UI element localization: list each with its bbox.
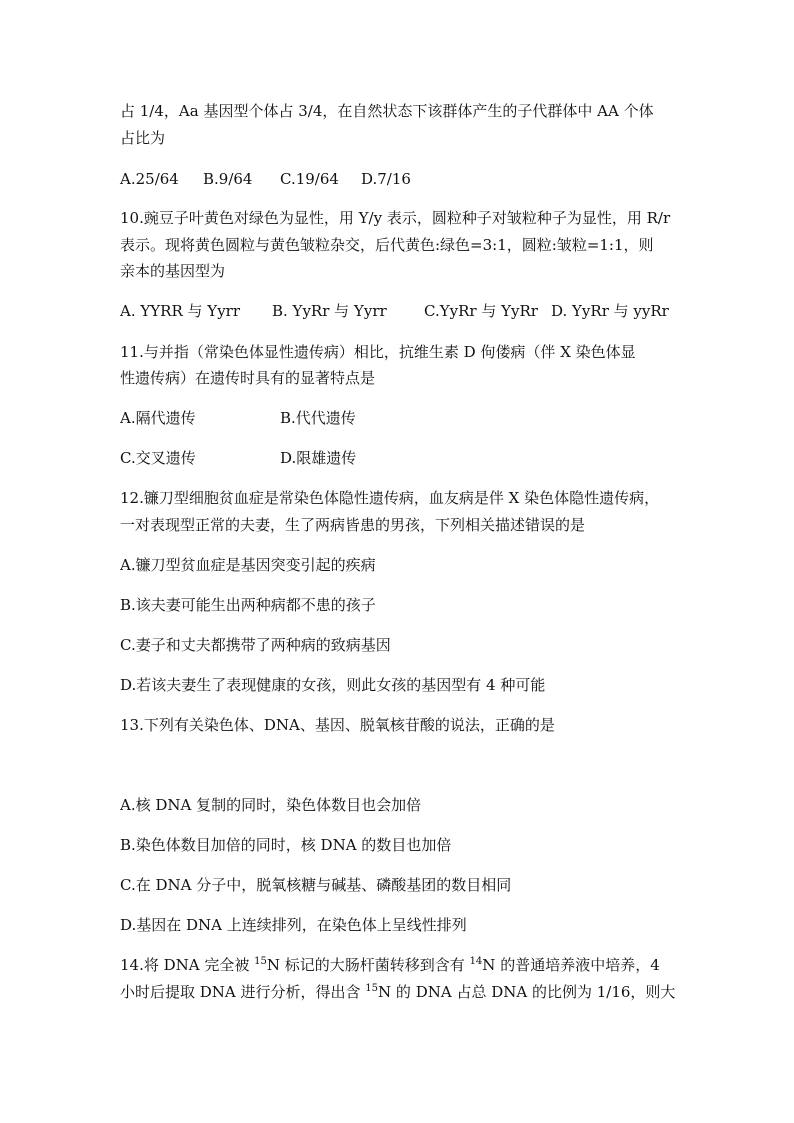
q10-text-line-1: 10.豌豆子叶黄色对绿色为显性，用 Y/y 表示，圆粒种子对皱粒种子为显性，用 R/r bbox=[120, 209, 671, 227]
q11-option-d: D.限雄遗传 bbox=[280, 449, 357, 467]
q9-text-line-1: 占 1/4，Aa 基因型个体占 3/4，在自然状态下该群体产生的子代群体中 AA 个体 bbox=[120, 102, 654, 120]
q11-option-a: A.隔代遗传 bbox=[120, 409, 196, 427]
q13-option-b: B.染色体数目加倍的同时，核 DNA 的数目也加倍 bbox=[120, 836, 452, 854]
q12-option-b: B.该夫妻可能生出两种病都不患的孩子 bbox=[120, 596, 376, 614]
q11-option-c: C.交叉遗传 bbox=[120, 449, 196, 467]
q9-option-d: D.7/16 bbox=[361, 170, 411, 188]
q10-option-c: C.YyRr 与 YyRr bbox=[424, 302, 538, 320]
q11-text-line-1: 11.与并指（常染色体显性遗传病）相比，抗维生素 D 佝偻病（伴 X 染色体显 bbox=[120, 343, 636, 361]
q10-text-line-2: 表示。现将黄色圆粒与黄色皱粒杂交，后代黄色:绿色=3:1，圆粒:皱粒=1:1，则 bbox=[120, 236, 654, 254]
q12-text-line-1: 12.镰刀型细胞贫血症是常染色体隐性遗传病，血友病是伴 X 染色体隐性遗传病， bbox=[120, 489, 660, 507]
q12-option-a: A.镰刀型贫血症是基因突变引起的疾病 bbox=[120, 556, 376, 574]
q9-option-b: B.9/64 bbox=[203, 170, 253, 188]
q13-text-line-1: 13.下列有关染色体、DNA、基因、脱氧核苷酸的说法，正确的是 bbox=[120, 716, 555, 734]
q10-text-line-3: 亲本的基因型为 bbox=[120, 262, 226, 280]
q14-text-line-2: 小时后提取 DNA 进行分析，得出含 $^{15}$N 的 DNA 占总 DNA 的比例为 1/16，则大 bbox=[120, 983, 676, 1001]
q13-option-a: A.核 DNA 复制的同时，染色体数目也会加倍 bbox=[120, 796, 422, 814]
q12-text-line-2: 一对表现型正常的夫妻，生了两病皆患的男孩，下列相关描述错误的是 bbox=[120, 516, 586, 534]
q11-option-b: B.代代遗传 bbox=[280, 409, 356, 427]
q9-text-line-2: 占比为 bbox=[120, 129, 166, 147]
q12-option-d: D.若该夫妻生了表现健康的女孩，则此女孩的基因型有 4 种可能 bbox=[120, 676, 546, 694]
q10-option-a: A. YYRR 与 Yyrr bbox=[120, 302, 241, 320]
q14-text-line-1: 14.将 DNA 完全被 $^{15}$N 标记的大肠杆菌转移到含有 $^{14}$N 的普通培养液中培养，4 bbox=[120, 956, 660, 974]
q9-option-a: A.25/64 bbox=[120, 170, 179, 188]
q11-text-line-2: 性遗传病）在遗传时具有的显著特点是 bbox=[120, 369, 376, 387]
q13-option-d: D.基因在 DNA 上连续排列，在染色体上呈线性排列 bbox=[120, 916, 467, 934]
q12-option-c: C.妻子和丈夫都携带了两种病的致病基因 bbox=[120, 636, 391, 654]
q10-option-d: D. YyRr 与 yyRr bbox=[551, 302, 669, 320]
q13-option-c: C.在 DNA 分子中，脱氧核糖与碱基、磷酸基团的数目相同 bbox=[120, 876, 512, 894]
q9-option-c: C.19/64 bbox=[280, 170, 339, 188]
q10-option-b: B. YyRr 与 Yyrr bbox=[272, 302, 387, 320]
